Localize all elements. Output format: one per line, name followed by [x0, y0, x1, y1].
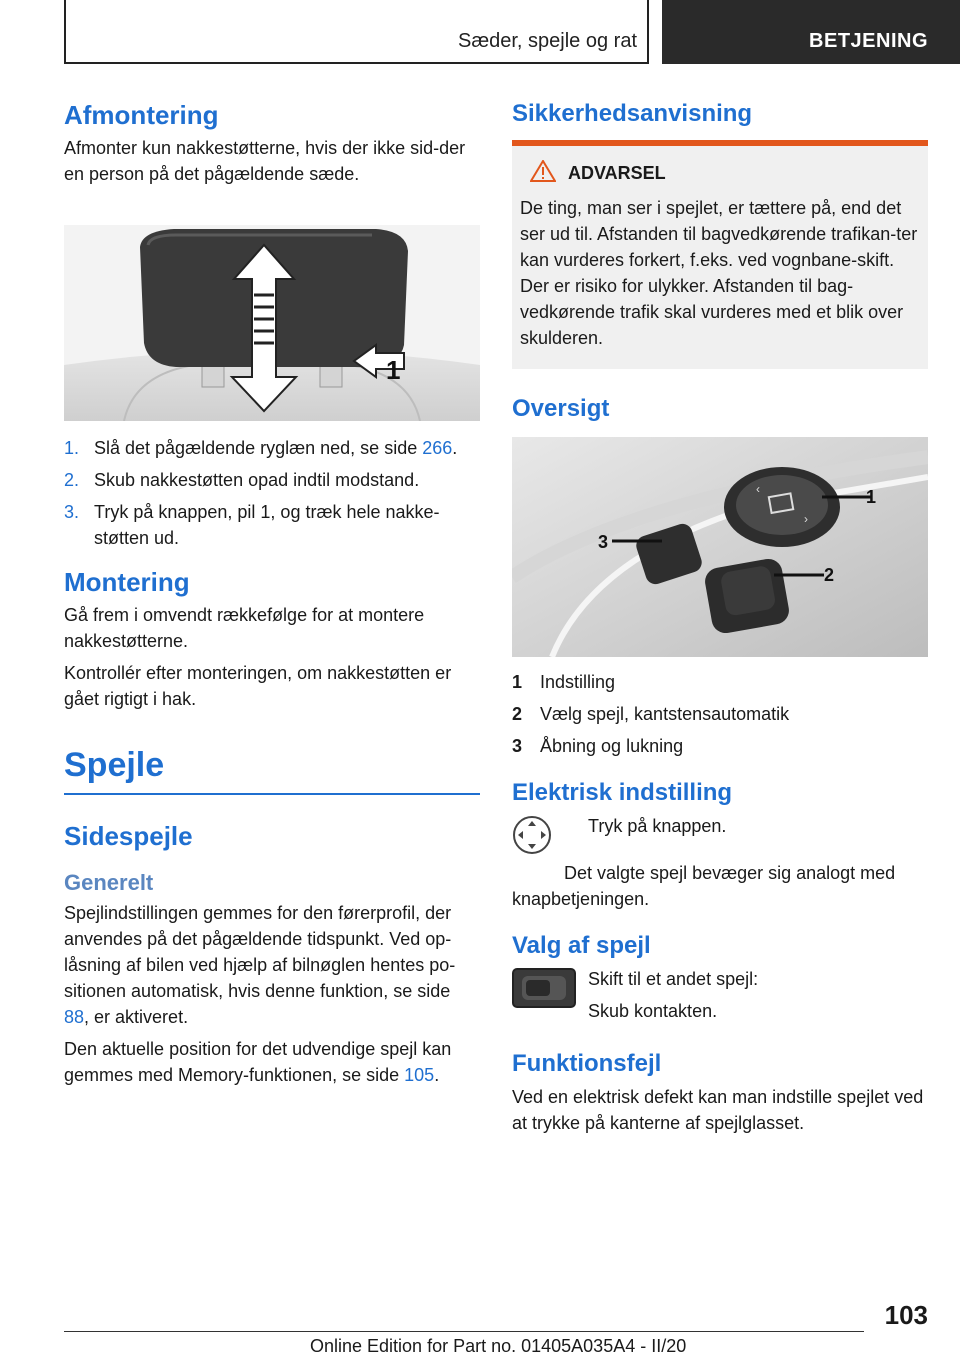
- generelt-heading: Generelt: [64, 870, 154, 895]
- list-item: 3 Åbning og lukning: [512, 736, 684, 756]
- figure-label-3: 3: [598, 532, 609, 552]
- page-link-266[interactable]: 266: [422, 438, 453, 458]
- elektrisk-instruction: Tryk på knappen.: [588, 816, 727, 836]
- figure-label-1: 1: [386, 355, 401, 385]
- montering-heading: Montering: [64, 567, 190, 597]
- warning-header: [530, 160, 920, 187]
- mirror-adjust-button-icon: [512, 815, 576, 860]
- left-column: [64, 100, 480, 1094]
- sikkerhedsanvisning-heading: Sikkerhedsanvisning: [512, 100, 753, 127]
- page-link-105[interactable]: 105: [404, 1065, 435, 1085]
- removal-steps: [64, 435, 480, 551]
- figure-label-2: 2: [824, 565, 835, 585]
- valg-instruction-2: Skub kontakten.: [588, 1001, 718, 1021]
- generelt-paragraph-1: Spejlindstillingen gemmes for den førerprofil, der anvendes på det pågældende tidspunkt. Ved op-låsning af bilen ved hjælp af bilnøglen hentes po-sitionen automatisk, hvis denne funktion, se side 88, er aktiveret.: [64, 903, 456, 1027]
- montering-paragraph-2: Kontrollér efter monteringen, om nakkestøtten er gået rigtigt i hak.: [64, 663, 452, 709]
- warning-title: ADVARSEL: [568, 163, 666, 183]
- generelt-paragraph-2: Den aktuelle position for det udvendige spejl kan gemmes med Memory-funktionen, se side 105.: [64, 1039, 452, 1085]
- section-title: Sæder, spejle og rat: [458, 30, 637, 52]
- page-header: [64, 0, 960, 64]
- list-item: 2 Vælg spejl, kantstensautomatik: [512, 704, 790, 724]
- elektrisk-heading: Elektrisk indstilling: [512, 779, 733, 806]
- montering-paragraph-1: Gå frem i omvendt rækkefølge for at montere nakkestøtterne.: [64, 605, 425, 651]
- mirror-select-switch-icon: [512, 968, 576, 1030]
- valg-heading: Valg af spejl: [512, 932, 651, 959]
- funktionsfejl-heading: Funktionsfejl: [512, 1050, 662, 1077]
- warning-text: De ting, man ser i spejlet, er tættere på, end det ser ud til. Afstanden til bagvedkørende trafikan-ter kan vurderes forkert, f.eks. ved vognbane-skift. Der er risiko for ulykker. Afstanden til bag-vedkørende trafik skal vurderes med et blik over skulderen.: [520, 198, 918, 348]
- spejle-heading: Spejle: [64, 746, 480, 795]
- chapter-tab: [662, 0, 960, 64]
- afmontering-heading: Afmontering: [64, 100, 219, 130]
- oversigt-heading: Oversigt: [512, 395, 610, 422]
- svg-text:‹: ‹: [756, 482, 760, 496]
- page-link-88[interactable]: 88: [64, 1007, 85, 1027]
- svg-text:›: ›: [804, 512, 808, 526]
- warning-box: [512, 140, 928, 369]
- valg-instruction-1: Skift til et andet spejl:: [588, 969, 759, 989]
- list-item: 2. Skub nakkestøtten opad indtil modstand.: [64, 470, 420, 490]
- right-column: [512, 100, 928, 1142]
- mirror-controls-illustration: [512, 437, 928, 657]
- section-tab: [64, 0, 649, 64]
- figure-legend: [512, 669, 928, 759]
- headrest-illustration: [64, 225, 480, 421]
- edition-text: Online Edition for Part no. 01405A035A4 - II/20: [310, 1336, 687, 1356]
- chapter-title: BETJENING: [809, 30, 928, 52]
- figure-label-1: 1: [866, 487, 877, 507]
- valg-row: [512, 966, 928, 1030]
- elektrisk-row: [512, 813, 928, 860]
- warning-triangle-icon: [530, 160, 556, 187]
- footer-divider: [64, 1331, 864, 1332]
- list-item: 3. Tryk på knappen, pil 1, og træk hele nakke-støtten ud.: [64, 502, 440, 548]
- elektrisk-description: Det valgte spejl bevæger sig analogt med knapbetjeningen.: [512, 863, 896, 909]
- list-item: 1. Slå det pågældende ryglæn ned, se side 266.: [64, 438, 458, 458]
- page-number: 103: [884, 1300, 928, 1330]
- list-item: 1 Indstilling: [512, 672, 616, 692]
- sidespejle-heading: Sidespejle: [64, 821, 193, 851]
- funktionsfejl-text: Ved en elektrisk defekt kan man indstille spejlet ved at trykke på kanterne af spejlglasset.: [512, 1087, 924, 1133]
- afmontering-intro: Afmonter kun nakkestøtterne, hvis der ikke sid-der en person på det pågældende sæde.: [64, 138, 466, 184]
